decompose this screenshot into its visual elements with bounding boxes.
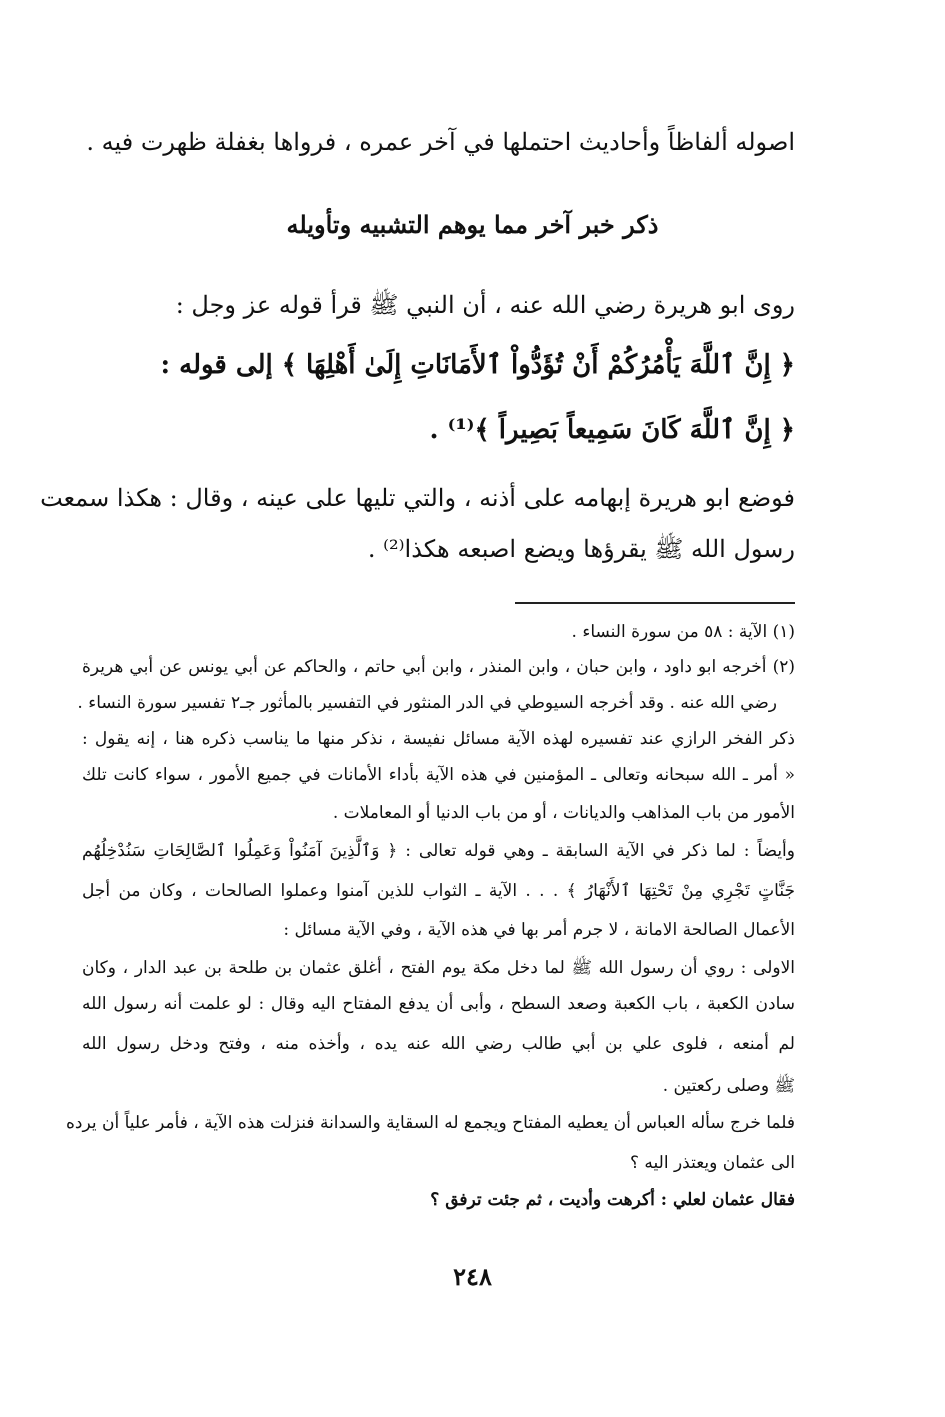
body-paragraph-line: رسول الله ﷺ يقرؤها ويضع اصبعه هكذا⁽²⁾ . bbox=[367, 535, 795, 563]
body-paragraph-line: فوضع ابو هريرة إبهامه على أذنه ، والتي تليها على عينه ، وقال : هكذا سمعت bbox=[40, 484, 795, 512]
footnote-2-line: جَنَّاتٍ تَجْرِي مِنْ تَحْتِهَا ٱلأَنْهَارُ ﴾ . . . الآية ـ الثواب للذين آمنوا وعملوا الصالحات ، وكان من أجل bbox=[82, 881, 795, 901]
footnote-2-line: (٢) أخرجه ابو داود ، وابن حبان ، وابن المنذر ، وابن أبي حاتم ، والحاكم عن أبي يونس عن أبي هريرة bbox=[82, 657, 795, 677]
footnote-2-line: وأيضاً : لما ذكر في الآية السابقة ـ وهي قوله تعالى : ﴿ وَٱلَّذِينَ آمَنُواْ وَعَمِلُوا ٱلصَّالِحَاتِ سَنُدْخِلُهُم bbox=[82, 841, 795, 861]
footnote-2-line: رضي الله عنه . وقد أخرجه السيوطي في الدر المنثور في التفسير بالمأثور جـ٢ تفسير سورة النساء . bbox=[77, 693, 777, 713]
footnote-2-line: الأعمال الصالحة الامانة ، لا جرم أمر بها في هذه الآية ، وفي الآية مسائل : bbox=[283, 920, 795, 940]
footnote-2-line: الى عثمان ويعتذر اليه ؟ bbox=[629, 1153, 795, 1173]
footnote-2-line: ذكر الفخر الرازي عند تفسيره لهذه الآية مسائل نفيسة ، نذكر منها ما يناسب ذكره هنا ، إنه يقول : bbox=[82, 729, 795, 749]
narration-line: روى ابو هريرة رضي الله عنه ، أن النبي ﷺ قرأ قوله عز وجل : bbox=[175, 291, 795, 319]
footnote-2-line: الاولى : روي أن رسول الله ﷺ لما دخل مكة يوم الفتح ، أغلق عثمان بن طلحة بن عبد الدار ، وكان bbox=[82, 958, 795, 978]
footnote-2-line: سادن الكعبة ، باب الكعبة وصعد السطح ، وأبى أن يدفع المفتاح اليه وقال : لو علمت أنه رسول الله bbox=[82, 994, 795, 1014]
footnote-separator bbox=[515, 602, 795, 604]
quran-verse-1: ﴿ إِنَّ ٱللَّهَ يَأْمُرُكُمْ أَنْ تُؤَدُّواْ ٱلأَمَانَاتِ إِلَىٰ أَهْلِهَا ﴾ إلى قوله : bbox=[160, 350, 795, 380]
footnote-2-line: ﷺ وصلى ركعتين . bbox=[662, 1076, 795, 1096]
footnote-1: (١) الآية : ٥٨ من سورة النساء . bbox=[571, 622, 795, 642]
footnote-2-line: فقال عثمان لعلي : أكرهت وأديت ، ثم جئت ترفق ؟ bbox=[430, 1190, 795, 1210]
body-text-line: اصوله ألفاظاً وأحاديث احتملها في آخر عمره ، فرواها بغفلة ظهرت فيه . bbox=[86, 128, 795, 156]
quran-verse-2: ﴿ إِنَّ ٱللَّهَ كَانَ سَمِيعاً بَصِيراً ﴾⁽¹⁾ . bbox=[429, 415, 795, 445]
footnote-2-line: « أمر ـ الله سبحانه وتعالى ـ المؤمنين في هذه الآية بأداء الأمانات في جميع الأمور ، سواء كانت تلك bbox=[82, 765, 795, 785]
footnote-2-line: الأمور من باب المذاهب والديانات ، أو من باب الدنيا أو المعاملات . bbox=[332, 803, 795, 823]
footnote-2-line: فلما خرج سأله العباس أن يعطيه المفتاح ويجمع له السقاية والسدانة فنزلت هذه الآية ، فأمر علياً أن يرده bbox=[66, 1113, 795, 1133]
page-number: ٢٤٨ bbox=[453, 1262, 492, 1291]
footnote-2-line: لم أمنعه ، فلوى علي بن أبي طالب رضي الله عنه يده ، وأخذه منه ، وفتح ودخل رسول الله bbox=[82, 1034, 795, 1054]
section-heading: ذكر خبر آخر مما يوهم التشبيه وتأويله bbox=[286, 210, 659, 239]
